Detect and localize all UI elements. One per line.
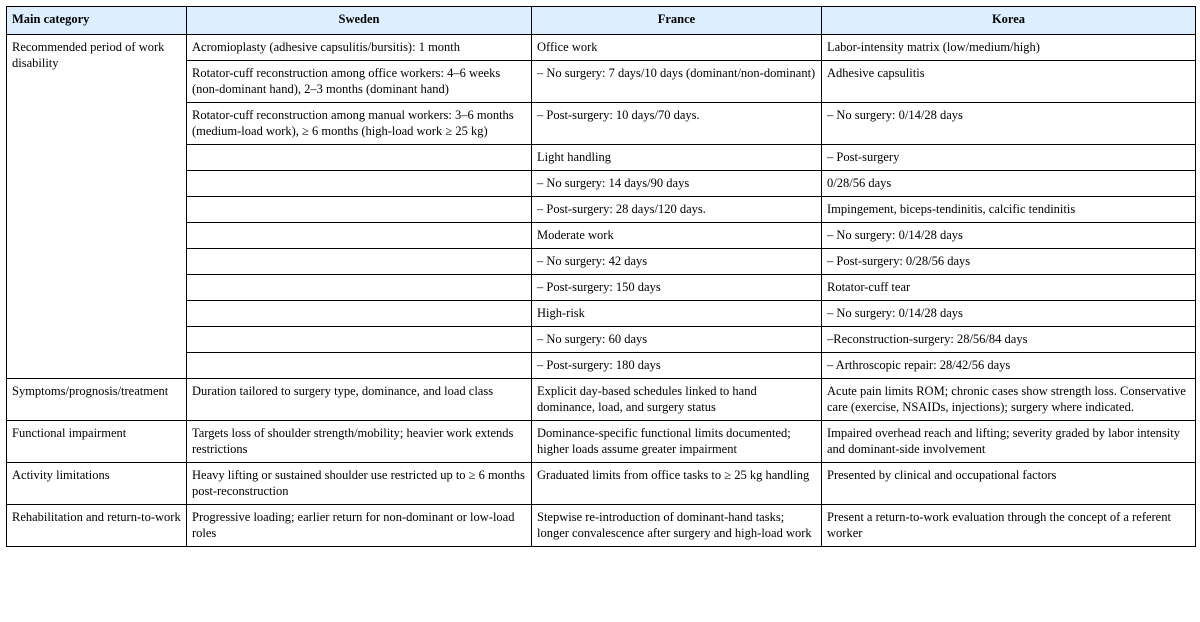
cell-france: Stepwise re-introduction of dominant-hand tasks; longer convalescence after surgery and high-load work: [532, 505, 822, 547]
cell-korea: – No surgery: 0/14/28 days: [822, 301, 1196, 327]
cell-sweden: Rotator-cuff reconstruction among office workers: 4–6 weeks (non-dominant hand), 2–3 months (dominant hand): [187, 61, 532, 103]
cell-sweden: Duration tailored to surgery type, dominance, and load class: [187, 379, 532, 421]
table-row: [7, 379, 1196, 421]
row-category-cell: Rehabilitation and return-to-work: [7, 505, 187, 547]
cell-sweden: Acromioplasty (adhesive capsulitis/bursitis): 1 month: [187, 35, 532, 61]
cell-korea: – Post-surgery: [822, 145, 1196, 171]
cell-france: – No surgery: 7 days/10 days (dominant/non-dominant): [532, 61, 822, 103]
cell-france: Explicit day-based schedules linked to hand dominance, load, and surgery status: [532, 379, 822, 421]
cell-korea: – Arthroscopic repair: 28/42/56 days: [822, 353, 1196, 379]
column-header-sweden: Sweden: [187, 7, 532, 35]
table-row: [7, 35, 1196, 61]
table-header: [7, 7, 1196, 35]
cell-france: – Post-surgery: 150 days: [532, 275, 822, 301]
column-header-france: France: [532, 7, 822, 35]
cell-france: Graduated limits from office tasks to ≥ 25 kg handling: [532, 463, 822, 505]
table-row: [7, 505, 1196, 547]
cell-sweden: [187, 145, 532, 171]
table-header-row: [7, 7, 1196, 35]
row-category-cell: Recommended period of work disability: [7, 35, 187, 379]
column-header-main-category: Main category: [7, 7, 187, 35]
cell-korea: Adhesive capsulitis: [822, 61, 1196, 103]
cell-korea: Present a return-to-work evaluation through the concept of a referent worker: [822, 505, 1196, 547]
cell-france: Dominance-specific functional limits documented; higher loads assume greater impairment: [532, 421, 822, 463]
cell-france: – Post-surgery: 180 days: [532, 353, 822, 379]
cell-korea: Labor-intensity matrix (low/medium/high): [822, 35, 1196, 61]
row-category-cell: Symptoms/prognosis/treatment: [7, 379, 187, 421]
cell-korea: – Post-surgery: 0/28/56 days: [822, 249, 1196, 275]
cell-korea: Acute pain limits ROM; chronic cases show strength loss. Conservative care (exercise, NSAIDs, injections); surgery where indicated.: [822, 379, 1196, 421]
cell-korea: Rotator-cuff tear: [822, 275, 1196, 301]
cell-sweden: [187, 275, 532, 301]
cell-france: Moderate work: [532, 223, 822, 249]
country-comparison-table: [6, 6, 1196, 547]
row-category-cell: Activity limitations: [7, 463, 187, 505]
cell-france: – No surgery: 60 days: [532, 327, 822, 353]
cell-france: Office work: [532, 35, 822, 61]
cell-france: – Post-surgery: 10 days/70 days.: [532, 103, 822, 145]
cell-sweden: [187, 327, 532, 353]
cell-sweden: [187, 249, 532, 275]
table-row: [7, 463, 1196, 505]
cell-france: – Post-surgery: 28 days/120 days.: [532, 197, 822, 223]
cell-sweden: Heavy lifting or sustained shoulder use restricted up to ≥ 6 months post-reconstruction: [187, 463, 532, 505]
cell-korea: Impingement, biceps-tendinitis, calcific tendinitis: [822, 197, 1196, 223]
cell-korea: – No surgery: 0/14/28 days: [822, 223, 1196, 249]
cell-france: – No surgery: 42 days: [532, 249, 822, 275]
row-category-cell: Functional impairment: [7, 421, 187, 463]
cell-sweden: Progressive loading; earlier return for non-dominant or low-load roles: [187, 505, 532, 547]
cell-korea: – No surgery: 0/14/28 days: [822, 103, 1196, 145]
cell-sweden: Targets loss of shoulder strength/mobility; heavier work extends restrictions: [187, 421, 532, 463]
cell-sweden: [187, 197, 532, 223]
cell-sweden: [187, 171, 532, 197]
cell-france: High-risk: [532, 301, 822, 327]
table-row: [7, 421, 1196, 463]
table-body: [7, 35, 1196, 547]
cell-france: – No surgery: 14 days/90 days: [532, 171, 822, 197]
cell-korea: 0/28/56 days: [822, 171, 1196, 197]
cell-korea: –Reconstruction-surgery: 28/56/84 days: [822, 327, 1196, 353]
cell-france: Light handling: [532, 145, 822, 171]
cell-korea: Presented by clinical and occupational factors: [822, 463, 1196, 505]
cell-korea: Impaired overhead reach and lifting; severity graded by labor intensity and dominant-side involvement: [822, 421, 1196, 463]
cell-sweden: [187, 301, 532, 327]
cell-sweden: [187, 223, 532, 249]
cell-sweden: Rotator-cuff reconstruction among manual workers: 3–6 months (medium-load work), ≥ 6 months (high-load work ≥ 25 kg): [187, 103, 532, 145]
column-header-korea: Korea: [822, 7, 1196, 35]
cell-sweden: [187, 353, 532, 379]
